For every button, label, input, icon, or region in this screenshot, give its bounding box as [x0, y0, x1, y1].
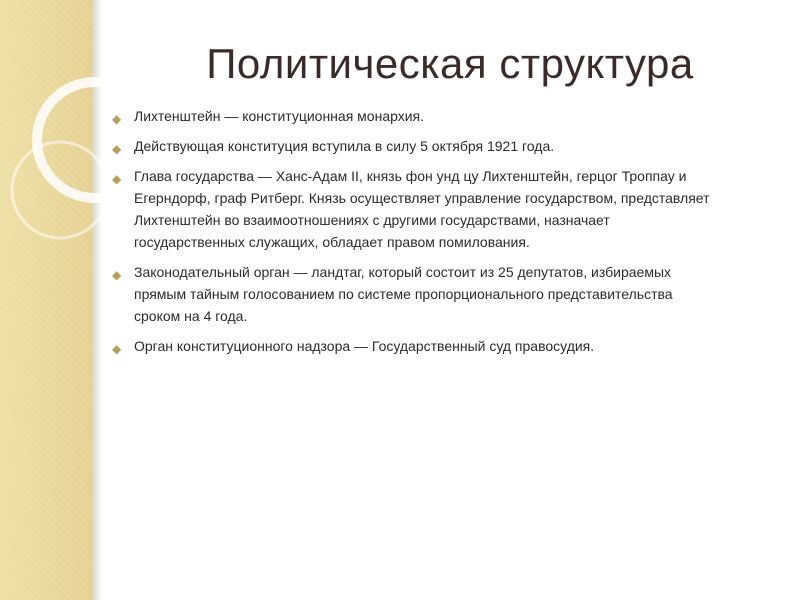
slide-title: Политическая структура — [206, 40, 694, 87]
diamond-bullet-icon: ◆ — [112, 172, 122, 186]
diamond-bullet-icon: ◆ — [112, 142, 122, 156]
bullet-text: Орган конституционного надзора — Государственный суд правосудия. — [134, 338, 595, 354]
bullet-text: Глава государства — Ханс-Адам II, князь фон унд цу Лихтенштейн, герцог Троппау и Егерндорф, граф Ритберг. Князь осуществляет управление государством, представляет Лихтенштейн во взаимоотношениях с другими государствами, назначает государственных служащих, обладает правом помилования. — [134, 168, 710, 250]
diamond-bullet-icon: ◆ — [112, 268, 122, 282]
decorative-side-band — [0, 0, 92, 600]
bullet-item — [112, 105, 722, 127]
bullet-text: Лихтенштейн — конституционная монархия. — [134, 108, 425, 124]
bullet-item — [112, 135, 722, 157]
bullet-item — [112, 335, 722, 357]
diamond-bullet-icon: ◆ — [112, 112, 122, 126]
diamond-bullet-icon: ◆ — [112, 342, 122, 356]
side-band-edge — [92, 0, 102, 600]
bullet-item — [112, 261, 722, 327]
bullet-item — [112, 165, 722, 253]
bullet-text: Законодательный орган — ландтаг, который состоит из 25 депутатов, избираемых прямым тайным голосованием по системе пропорционального представительства сроком на 4 года. — [134, 264, 673, 324]
bullet-list — [112, 105, 722, 365]
bullet-text: Действующая конституция вступила в силу 5 октября 1921 года. — [134, 138, 555, 154]
